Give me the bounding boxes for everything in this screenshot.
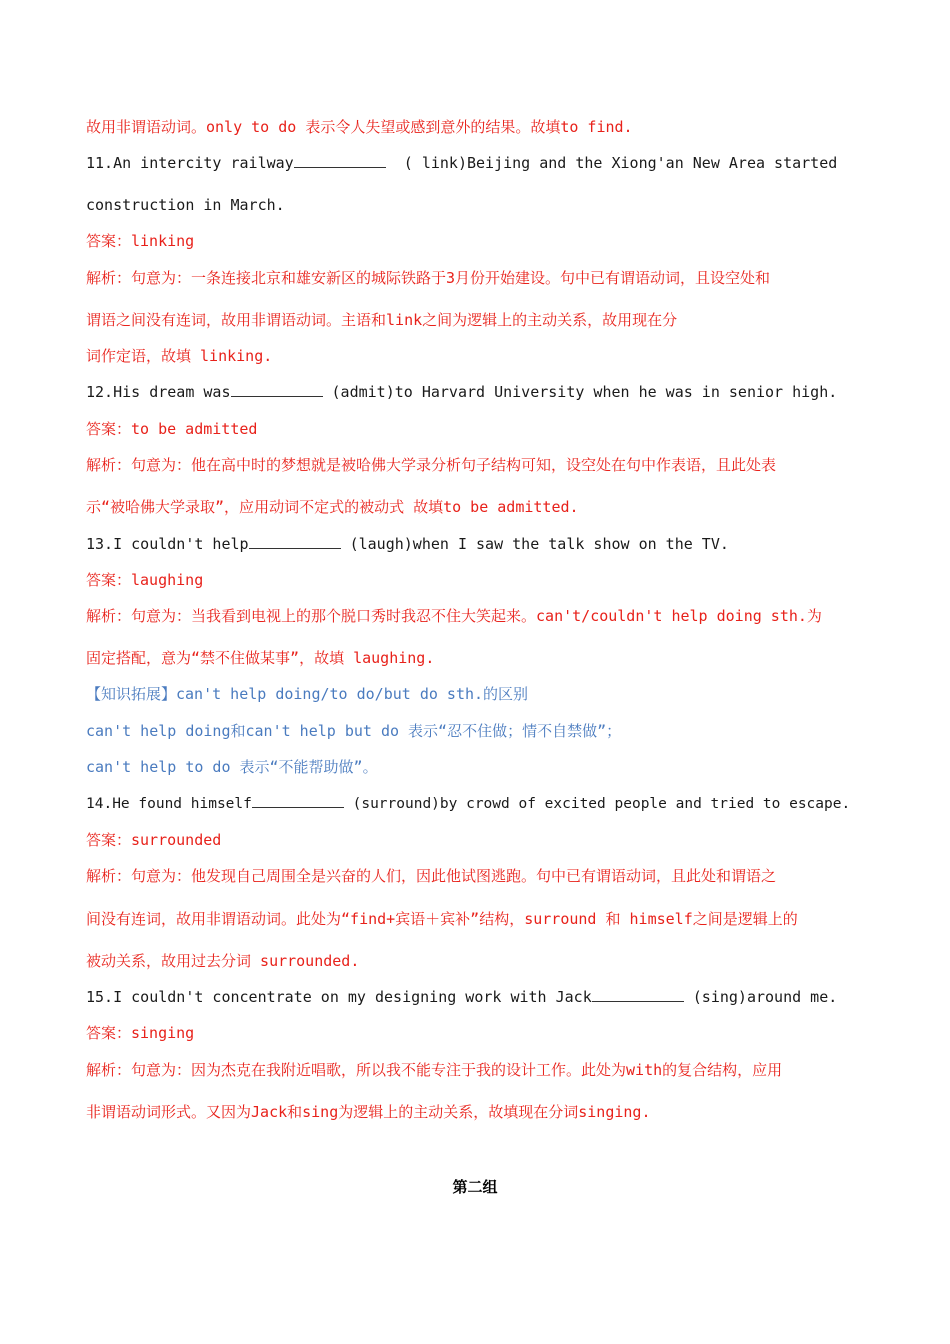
answer-11: 答案：linking — [86, 232, 195, 250]
question-13 — [86, 528, 729, 560]
question-text: (admit)to Harvard University when he was in senior high. — [331, 383, 838, 401]
explanation-15-line2: 非谓语动词形式。又因为Jack和sing为逻辑上的主动关系，故填现在分词singing. — [86, 1103, 651, 1121]
explanation-13-line2: 固定搭配，意为“禁不住做某事”，故填 laughing. — [86, 649, 435, 667]
explanation-13-line1: 解析：句意为：当我看到电视上的那个脱口秀时我忍不住大笑起来。can't/couldn't help doing sth.为 — [86, 607, 822, 625]
section-title: 第二组 — [452, 1178, 498, 1196]
question-text: (surround)by crowd of excited people and tried to escape. — [352, 796, 851, 812]
answer-15: 答案：singing — [86, 1024, 195, 1042]
question-text: 12.His dream was — [86, 383, 231, 401]
answer-blank[interactable] — [231, 380, 323, 397]
question-14 — [86, 788, 850, 820]
explanation-15-line1: 解析：句意为：因为杰克在我附近唱歌，所以我不能专注于我的设计工作。此处为with的复合结构，应用 — [86, 1061, 783, 1079]
answer-blank[interactable] — [592, 985, 684, 1002]
explanation-line: 故用非谓语动词。only to do 表示令人失望或感到意外的结果。故填to find. — [86, 118, 633, 136]
answer-blank[interactable] — [252, 791, 344, 808]
question-text: 13.I couldn't help — [86, 535, 249, 553]
explanation-11-line3: 词作定语，故填 linking. — [86, 347, 273, 365]
explanation-12-line2: 示“被哈佛大学录取”，应用动词不定式的被动式 故填to be admitted. — [86, 498, 579, 516]
explanation-14-line1: 解析：句意为：他发现自己周围全是兴奋的人们，因此他试图逃跑。句中已有谓语动词，且此处和谓语之 — [86, 867, 777, 885]
knowledge-extension-title: 【知识拓展】can't help doing/to do/but do sth.的区别 — [86, 685, 529, 703]
answer-12: 答案：to be admitted — [86, 420, 258, 438]
question-11-cont: construction in March. — [86, 196, 285, 214]
explanation-11-line2: 谓语之间没有连词，故用非谓语动词。主语和link之间为逻辑上的主动关系，故用现在分 — [86, 311, 678, 329]
knowledge-extension-line2: can't help to do 表示“不能帮助做”。 — [86, 758, 378, 776]
question-text: 15.I couldn't concentrate on my designing work with Jack — [86, 988, 592, 1006]
knowledge-extension-line1: can't help doing和can't help but do 表示“忍不住做；情不自禁做”； — [86, 722, 622, 740]
explanation-14-line2: 间没有连词，故用非谓语动词。此处为“find+宾语＋宾补”结构，surround 和 himself之间是逻辑上的 — [86, 910, 798, 928]
explanation-12-line1: 解析：句意为：他在高中时的梦想就是被哈佛大学录分析句子结构可知，设空处在句中作表语，且此处表 — [86, 456, 777, 474]
question-11 — [86, 147, 837, 179]
answer-blank[interactable] — [294, 151, 386, 168]
question-12 — [86, 376, 837, 408]
question-text: (laugh)when I saw the talk show on the TV. — [349, 535, 729, 553]
question-text: (sing)around me. — [692, 988, 838, 1006]
answer-13: 答案：laughing — [86, 571, 204, 589]
answer-14: 答案：surrounded — [86, 831, 222, 849]
answer-blank[interactable] — [249, 532, 341, 549]
explanation-11-line1: 解析：句意为：一条连接北京和雄安新区的城际铁路于3月份开始建设。句中已有谓语动词，且设空处和 — [86, 269, 771, 287]
question-text: 11.An intercity railway — [86, 154, 294, 172]
explanation-14-line3: 被动关系，故用过去分词 surrounded. — [86, 952, 360, 970]
question-text: 14.He found himself — [86, 796, 252, 812]
question-text: ( link)Beijing and the Xiong'an New Area started — [403, 154, 838, 172]
question-15 — [86, 981, 837, 1013]
